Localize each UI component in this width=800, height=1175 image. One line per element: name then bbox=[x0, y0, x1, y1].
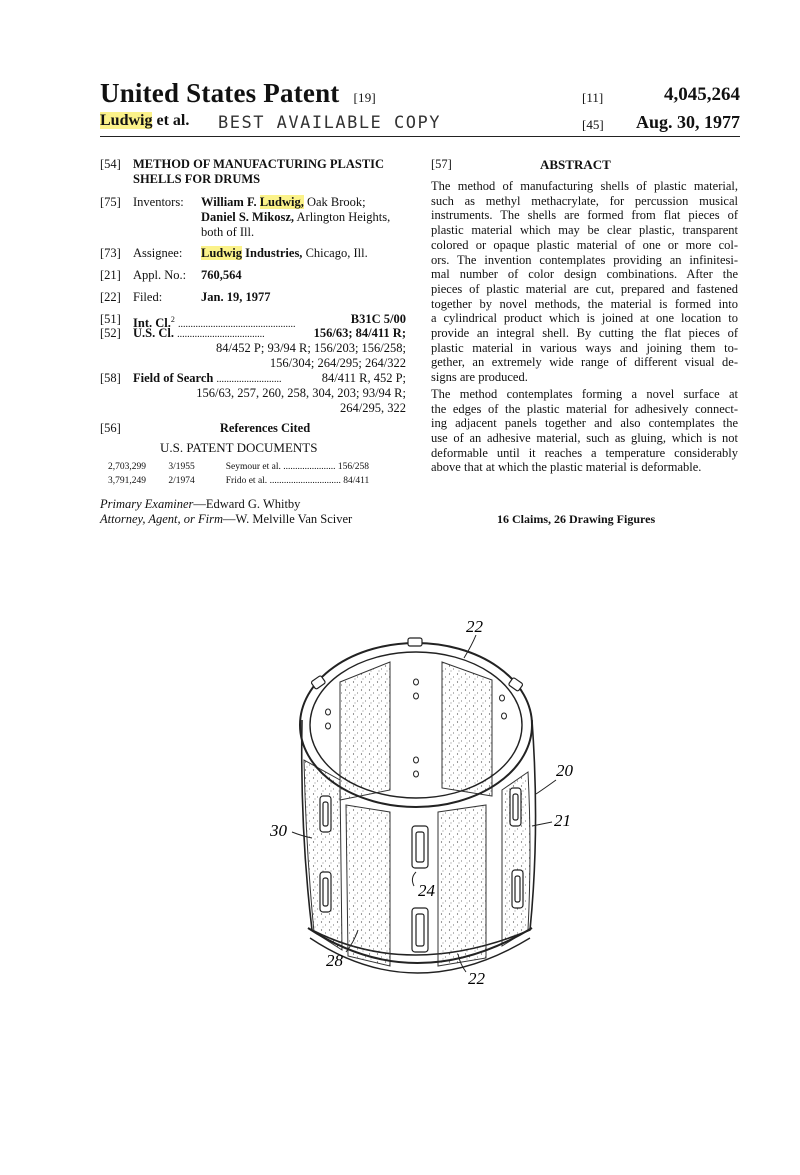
abstract-line: pieces of plastic material are cut, prepared and fastened bbox=[431, 281, 738, 296]
ref-number: 3,791,249 bbox=[108, 476, 146, 486]
intcl-label: Int. Cl. bbox=[133, 316, 171, 331]
uscl-values bbox=[190, 326, 406, 371]
abstract-body bbox=[431, 179, 738, 475]
search-value1: 84/411 R, 452 P; bbox=[319, 371, 406, 386]
drum-shell-drawing bbox=[240, 600, 580, 1000]
inventors-state: both of Ill. bbox=[201, 225, 255, 239]
lug bbox=[412, 908, 428, 952]
lug bbox=[512, 870, 523, 908]
ref-dots: ...................... bbox=[283, 462, 336, 472]
invention-title bbox=[133, 157, 384, 187]
inventors-label: Inventors: bbox=[133, 195, 184, 209]
claims-count: 16 Claims, 26 Drawing Figures bbox=[497, 512, 656, 526]
uscl-dots: ................................... bbox=[177, 329, 265, 340]
attorney-value: —W. Melville Van Sciver bbox=[223, 512, 353, 526]
label-22-top: 22 bbox=[466, 617, 483, 636]
abstract-paragraph-2 bbox=[431, 387, 738, 475]
intcl-sup: 2 bbox=[170, 315, 175, 324]
patent-number: 4,045,264 bbox=[664, 84, 740, 105]
attorney-label: Attorney, Agent, or Firm bbox=[100, 512, 224, 526]
abstract-line: gether, an extremely wide range of different visual de- bbox=[431, 355, 738, 370]
search-label: Field of Search bbox=[133, 371, 214, 385]
abstract-line: above that at which the plastic material is deformable. bbox=[431, 460, 702, 475]
lug bbox=[320, 872, 331, 912]
examiner-line bbox=[100, 497, 300, 512]
abstract-line: plastic material which may be clear plastic, transparent bbox=[431, 223, 738, 238]
label-24: 24 bbox=[418, 881, 435, 900]
abstract-line: ing adjacent panels together and also contemplates the bbox=[431, 416, 738, 431]
author-rest: et al. bbox=[156, 112, 190, 129]
lug bbox=[320, 796, 331, 832]
examiner-value: —Edward G. Whitby bbox=[193, 497, 301, 511]
abstract-tag: [57] bbox=[431, 157, 452, 171]
title-text: United States Patent bbox=[100, 78, 340, 108]
filed-value: Jan. 19, 1977 bbox=[201, 290, 271, 304]
assignee-tag: [73] bbox=[100, 246, 121, 260]
inventors-tag: [75] bbox=[100, 195, 121, 209]
appl-value: 760,564 bbox=[201, 268, 242, 282]
title-tag: [19] bbox=[353, 90, 376, 105]
abstract-line: such as methyl methacrylate, for percussion musical bbox=[431, 193, 738, 208]
search-value2: 156/63, 257, 260, 258, 304, 203; 93/94 R; bbox=[196, 386, 406, 400]
interior-panel-left bbox=[340, 662, 390, 800]
abstract-line: provide an integral shell. By cutting the flat pieces of bbox=[431, 326, 738, 341]
lug bbox=[510, 788, 521, 826]
search-tag: [58] bbox=[100, 371, 121, 385]
abstract-line: deformable until it reaches a temperature considerably bbox=[431, 445, 738, 460]
inventor2-location: Arlington Heights, bbox=[294, 210, 391, 224]
ref-date: 2/1974 bbox=[168, 476, 195, 486]
label-20: 20 bbox=[556, 761, 573, 780]
uscl-value1: 156/63; 84/411 R; bbox=[311, 326, 406, 341]
ref-class: 156/258 bbox=[337, 462, 370, 472]
refs-heading: References Cited bbox=[219, 421, 311, 435]
author-highlight: Ludwig bbox=[100, 112, 153, 129]
ref-name: Frido et al. bbox=[225, 476, 268, 486]
refs-subheading: U.S. PATENT DOCUMENTS bbox=[160, 440, 318, 455]
ref-number: 2,703,299 bbox=[108, 462, 146, 472]
ref-dots: .............................. bbox=[269, 476, 341, 486]
label-30: 30 bbox=[270, 821, 287, 840]
assignee-highlight: Ludwig bbox=[201, 246, 242, 260]
intcl-tag: [51] bbox=[100, 312, 121, 326]
assignee-rest: Industries, bbox=[242, 246, 303, 260]
assignee-location: Chicago, Ill. bbox=[302, 246, 368, 260]
appl-tag: [21] bbox=[100, 268, 121, 282]
ref-row bbox=[108, 462, 369, 472]
abstract-line: use of an adhesive material, such as gluing, which is not bbox=[431, 430, 738, 445]
inventor1-name: William F. bbox=[201, 195, 260, 209]
abstract-line: The method of manufacturing shells of plastic material, bbox=[431, 179, 738, 193]
ref-date: 3/1955 bbox=[168, 462, 195, 472]
filed-tag: [22] bbox=[100, 290, 121, 304]
appl-label: Appl. No.: bbox=[133, 268, 187, 282]
lug bbox=[412, 826, 428, 868]
inventor2-name: Daniel S. Mikosz, bbox=[201, 210, 295, 224]
search-values bbox=[150, 371, 406, 416]
abstract-line: plastic material in various ways and joining them to- bbox=[431, 340, 738, 355]
abstract-line: ors. The invention contemplates providing an infinitesi- bbox=[431, 252, 738, 267]
header-divider bbox=[100, 136, 740, 137]
abstract-line: the edges of the plastic material for adhesively connect- bbox=[431, 401, 738, 416]
intcl-value: B31C 5/00 bbox=[330, 312, 406, 327]
best-copy-stamp: BEST AVAILABLE COPY bbox=[218, 113, 441, 133]
uscl-tag: [52] bbox=[100, 326, 121, 340]
ref-row bbox=[108, 476, 369, 486]
search-value3: 264/295, 322 bbox=[340, 401, 406, 415]
inventor1-location: Oak Brook; bbox=[303, 195, 366, 209]
refs-tag: [56] bbox=[100, 421, 121, 435]
ref-class: 84/411 bbox=[343, 476, 370, 486]
invention-title-line1: METHOD OF MANUFACTURING PLASTIC bbox=[133, 157, 385, 171]
panel-center-right bbox=[438, 805, 486, 966]
abstract-heading: ABSTRACT bbox=[540, 157, 611, 172]
abstract-line: together by novel methods, the material is formed into bbox=[431, 296, 738, 311]
abstract-paragraph-1 bbox=[431, 179, 738, 385]
uscl-label: U.S. Cl. bbox=[133, 326, 174, 340]
invention-title-line2: SHELLS FOR DRUMS bbox=[133, 172, 261, 186]
filed-label: Filed: bbox=[133, 290, 163, 304]
abstract-line: mal number of color design combinations. After the bbox=[431, 267, 738, 282]
interior-panel-right bbox=[442, 662, 492, 796]
patent-number-tag: [11] bbox=[582, 90, 604, 105]
abstract-line: a cylindrical product which is joined at one location to bbox=[431, 311, 738, 326]
patent-date-tag: [45] bbox=[582, 117, 604, 132]
inventor1-highlight: Ludwig, bbox=[259, 195, 304, 209]
patent-title bbox=[100, 78, 376, 109]
examiner-label: Primary Examiner bbox=[100, 497, 194, 511]
authors bbox=[100, 112, 189, 130]
abstract-line: signs are produced. bbox=[431, 370, 528, 385]
panel-left bbox=[304, 760, 342, 950]
uscl-value3: 156/304; 264/295; 264/322 bbox=[269, 356, 406, 370]
attorney-line bbox=[100, 512, 352, 527]
abstract-line: instruments. The shells are formed from flat pieces of bbox=[431, 208, 738, 223]
label-21: 21 bbox=[554, 811, 571, 830]
assignee-label: Assignee: bbox=[133, 246, 183, 260]
patent-date: Aug. 30, 1977 bbox=[635, 112, 740, 132]
ref-name: Seymour et al. bbox=[225, 462, 281, 472]
uscl-value2: 84/452 P; 93/94 R; 156/203; 156/258; bbox=[216, 341, 406, 355]
title-field-tag: [54] bbox=[100, 157, 121, 171]
search-dots: .......................... bbox=[216, 374, 282, 385]
assignee-value bbox=[201, 246, 368, 261]
label-22-bottom: 22 bbox=[468, 969, 485, 988]
abstract-line: The method contemplates forming a novel surface at bbox=[431, 386, 738, 401]
inventors-value bbox=[201, 195, 411, 240]
intcl-dots: ............................................... bbox=[177, 319, 296, 331]
label-28: 28 bbox=[326, 951, 343, 970]
abstract-line: colored or opaque plastic material of one or more col- bbox=[431, 237, 738, 252]
